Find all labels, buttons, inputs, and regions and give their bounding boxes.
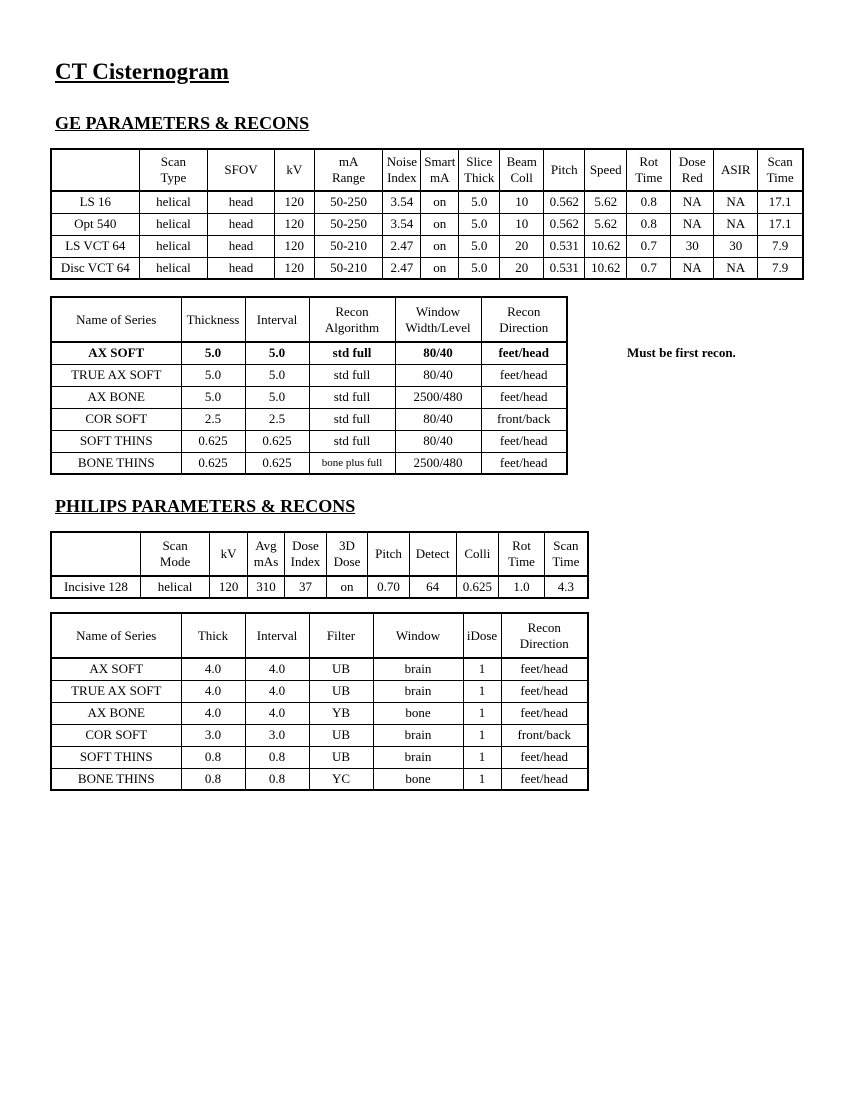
ge-recons-header-1: Thickness [181, 297, 245, 342]
ge-recons-cell: feet/head [481, 452, 567, 474]
ge-parameters-header-8: Pitch [544, 149, 585, 191]
ge-recons-cell: bone plus full [309, 452, 395, 474]
ge-parameters-header-2: kV [274, 149, 314, 191]
ge-parameters-cell: 50-250 [314, 191, 383, 213]
ge-recons-cell: 0.625 [245, 430, 309, 452]
philips-recons-cell: 0.8 [245, 746, 309, 768]
ge-parameters-cell: 120 [274, 191, 314, 213]
philips-parameters-cell: 0.625 [456, 576, 499, 598]
ge-parameters-cell: NA [714, 191, 758, 213]
ge-parameters-cell: 7.9 [758, 257, 803, 279]
philips-recons-cell: COR SOFT [51, 724, 181, 746]
ge-parameters-cell: on [421, 257, 459, 279]
ge-recons-cell: AX BONE [51, 386, 181, 408]
philips-recons-cell: 1 [463, 658, 501, 680]
ge-parameters-cell: 5.0 [459, 257, 500, 279]
philips-recons-cell: 1 [463, 680, 501, 702]
ge-parameters-header-7: Beam Coll [500, 149, 544, 191]
philips-recons-cell: feet/head [501, 658, 588, 680]
ge-parameters-row [51, 213, 803, 235]
ge-parameters-cell: helical [139, 213, 208, 235]
ge-recons-cell: 2500/480 [395, 452, 481, 474]
ge-recons-cell: std full [309, 408, 395, 430]
ge-parameters-cell: 2.47 [383, 257, 421, 279]
ge-recons-cell: AX SOFT [51, 342, 181, 364]
philips-recons-cell: feet/head [501, 702, 588, 724]
ge-parameters-header-6: Slice Thick [459, 149, 500, 191]
philips-recons-cell: brain [373, 746, 463, 768]
ge-parameters-cell: on [421, 235, 459, 257]
ge-recons-cell: feet/head [481, 430, 567, 452]
ge-recons-row [51, 386, 567, 408]
ge-recons-cell: COR SOFT [51, 408, 181, 430]
philips-parameters-row [51, 576, 588, 598]
philips-recons-header-6: Recon Direction [501, 613, 588, 658]
ge-recons-cell: 5.0 [245, 386, 309, 408]
philips-recons-header-3: Filter [309, 613, 373, 658]
ge-parameters-cell: 0.7 [627, 235, 671, 257]
ge-parameters-cell: 5.62 [585, 213, 627, 235]
ge-parameters-cell: 0.531 [544, 257, 585, 279]
ge-parameters-cell: 3.54 [383, 191, 421, 213]
ge-parameters-cell: 10.62 [585, 235, 627, 257]
ge-recons-cell: 0.625 [245, 452, 309, 474]
ge-parameters-cell: on [421, 213, 459, 235]
ge-parameters-row [51, 191, 803, 213]
philips-recons-row [51, 702, 588, 724]
philips-parameters-cell: 0.70 [368, 576, 410, 598]
philips-recons-cell: UB [309, 658, 373, 680]
philips-recons-row [51, 768, 588, 790]
ge-recons-header-4: Window Width/Level [395, 297, 481, 342]
philips-parameters-cell: 120 [210, 576, 247, 598]
ge-parameters-header-5: Smart mA [421, 149, 459, 191]
ge-parameters-cell: NA [671, 191, 714, 213]
ge-recons-cell: TRUE AX SOFT [51, 364, 181, 386]
ge-parameters-cell: head [208, 213, 275, 235]
ge-recons-cell: 5.0 [181, 364, 245, 386]
ge-recons-header-5: Recon Direction [481, 297, 567, 342]
philips-recons-cell: 4.0 [245, 702, 309, 724]
ge-recons-cell: 5.0 [181, 342, 245, 364]
ge-recons-row [51, 408, 567, 430]
philips-recons-cell: 1 [463, 724, 501, 746]
philips-recons-cell: 1 [463, 702, 501, 724]
philips-recons-header-2: Interval [245, 613, 309, 658]
philips-parameters-table [50, 531, 589, 599]
ge-parameters-cell: 20 [500, 257, 544, 279]
philips-recons-cell: 3.0 [245, 724, 309, 746]
ge-parameters-cell: 30 [714, 235, 758, 257]
ge-parameters-cell: 50-250 [314, 213, 383, 235]
ge-recons-row [51, 364, 567, 386]
philips-recons-cell: 4.0 [181, 658, 245, 680]
ge-parameters-cell: 0.562 [544, 213, 585, 235]
ge-parameters-cell: head [208, 191, 275, 213]
ge-parameters-row [51, 235, 803, 257]
ge-recons-cell: 2.5 [181, 408, 245, 430]
philips-parameters-cell: 310 [247, 576, 284, 598]
ge-recons-cell: std full [309, 386, 395, 408]
ge-parameters-cell: 0.531 [544, 235, 585, 257]
ge-parameters-header-9: Speed [585, 149, 627, 191]
ge-parameters-cell: 17.1 [758, 191, 803, 213]
philips-recons-cell: 0.8 [245, 768, 309, 790]
ge-parameters-cell: 5.0 [459, 235, 500, 257]
philips-parameters-header-3: Dose Index [285, 532, 327, 576]
ge-parameters-cell: helical [139, 257, 208, 279]
philips-parameters-header-row [51, 532, 588, 576]
philips-parameters-header-0: Scan Mode [140, 532, 210, 576]
philips-recons-cell: feet/head [501, 746, 588, 768]
philips-recons-row [51, 680, 588, 702]
ge-parameters-cell: 7.9 [758, 235, 803, 257]
philips-recons-cell: UB [309, 746, 373, 768]
ge-recons-table [50, 296, 568, 475]
philips-recons-table [50, 612, 589, 791]
ge-recons-cell: feet/head [481, 342, 567, 364]
philips-recons-cell: 4.0 [245, 680, 309, 702]
philips-recons-cell: 3.0 [181, 724, 245, 746]
ge-parameters-header-13: Scan Time [758, 149, 803, 191]
philips-recons-row [51, 724, 588, 746]
ge-parameters-cell: 5.62 [585, 191, 627, 213]
philips-recons-header-1: Thick [181, 613, 245, 658]
philips-recons-cell: brain [373, 680, 463, 702]
philips-parameters-cell: 64 [409, 576, 456, 598]
ge-parameters-row [51, 257, 803, 279]
ge-recons-cell: BONE THINS [51, 452, 181, 474]
philips-recons-cell: 1 [463, 768, 501, 790]
ge-parameters-cell: helical [139, 235, 208, 257]
ge-recons-row [51, 342, 567, 364]
ge-parameters-cell: 10 [500, 213, 544, 235]
ge-recons-cell: 0.625 [181, 430, 245, 452]
ge-parameters-table [50, 148, 804, 280]
ge-parameters-cell: 120 [274, 213, 314, 235]
ge-recons-cell: SOFT THINS [51, 430, 181, 452]
philips-parameters-header-4: 3D Dose [326, 532, 368, 576]
philips-recons-cell: UB [309, 680, 373, 702]
philips-parameters-header-9: Scan Time [544, 532, 588, 576]
philips-recons-header-5: iDose [463, 613, 501, 658]
philips-recons-cell: 1 [463, 746, 501, 768]
first-recon-note: Must be first recon. [627, 345, 736, 360]
philips-recons-cell: bone [373, 768, 463, 790]
philips-recons-cell: bone [373, 702, 463, 724]
philips-parameters-header-8: Rot Time [499, 532, 545, 576]
ge-recons-cell: 0.625 [181, 452, 245, 474]
philips-parameters-cell: 1.0 [499, 576, 545, 598]
philips-parameters-cell: 37 [285, 576, 327, 598]
philips-parameters-header-2: Avg mAs [247, 532, 284, 576]
philips-recons-cell: brain [373, 724, 463, 746]
ge-section-heading: GE PARAMETERS & RECONS [55, 113, 310, 133]
ge-recons-cell: 80/40 [395, 342, 481, 364]
philips-recons-cell: AX SOFT [51, 658, 181, 680]
philips-recons-cell: brain [373, 658, 463, 680]
ge-recons-cell: feet/head [481, 386, 567, 408]
philips-parameters-header-1: kV [210, 532, 247, 576]
ge-recons-cell: 80/40 [395, 430, 481, 452]
philips-parameters-header-blank [51, 532, 140, 576]
philips-parameters-header-6: Detect [409, 532, 456, 576]
philips-recons-cell: front/back [501, 724, 588, 746]
ge-recons-cell: 80/40 [395, 408, 481, 430]
philips-recons-cell: 4.0 [181, 702, 245, 724]
ge-parameters-header-11: Dose Red [671, 149, 714, 191]
philips-parameters-cell: 4.3 [544, 576, 588, 598]
ge-parameters-cell: 120 [274, 257, 314, 279]
ge-parameters-cell: NA [671, 257, 714, 279]
ge-recons-cell: 5.0 [181, 386, 245, 408]
philips-parameters-cell: on [326, 576, 368, 598]
philips-recons-cell: TRUE AX SOFT [51, 680, 181, 702]
ge-recons-cell: 5.0 [245, 342, 309, 364]
ge-parameters-cell: 0.8 [627, 191, 671, 213]
ge-parameters-cell: 5.0 [459, 213, 500, 235]
ge-parameters-cell: 30 [671, 235, 714, 257]
ge-parameters-cell: NA [671, 213, 714, 235]
ge-parameters-cell: helical [139, 191, 208, 213]
ge-parameters-cell: NA [714, 213, 758, 235]
ge-recons-cell: 5.0 [245, 364, 309, 386]
ge-parameters-cell: 20 [500, 235, 544, 257]
philips-recons-cell: 0.8 [181, 768, 245, 790]
ge-recons-cell: std full [309, 430, 395, 452]
philips-recons-header-row [51, 613, 588, 658]
philips-recons-cell: feet/head [501, 768, 588, 790]
ge-parameters-cell: head [208, 235, 275, 257]
ge-recons-header-2: Interval [245, 297, 309, 342]
ge-recons-cell: 2500/480 [395, 386, 481, 408]
ge-parameters-header-0: Scan Type [139, 149, 208, 191]
ge-parameters-cell: 120 [274, 235, 314, 257]
philips-recons-cell: feet/head [501, 680, 588, 702]
philips-recons-row [51, 658, 588, 680]
philips-recons-cell: 4.0 [245, 658, 309, 680]
ge-parameters-cell: 2.47 [383, 235, 421, 257]
ge-recons-cell: 2.5 [245, 408, 309, 430]
philips-recons-header-0: Name of Series [51, 613, 181, 658]
philips-recons-cell: AX BONE [51, 702, 181, 724]
philips-recons-cell: 0.8 [181, 746, 245, 768]
page-title: CT Cisternogram [55, 59, 229, 84]
philips-parameters-header-5: Pitch [368, 532, 410, 576]
ge-recons-row [51, 430, 567, 452]
ge-parameters-header-row [51, 149, 803, 191]
ge-parameters-cell: 17.1 [758, 213, 803, 235]
ge-parameters-cell: 0.7 [627, 257, 671, 279]
ge-parameters-cell: Disc VCT 64 [51, 257, 139, 279]
ge-parameters-header-4: Noise Index [383, 149, 421, 191]
philips-recons-cell: SOFT THINS [51, 746, 181, 768]
ge-parameters-header-3: mA Range [314, 149, 383, 191]
philips-recons-header-4: Window [373, 613, 463, 658]
ge-parameters-header-blank [51, 149, 139, 191]
ge-parameters-cell: 3.54 [383, 213, 421, 235]
ge-parameters-cell: 10.62 [585, 257, 627, 279]
philips-recons-row [51, 746, 588, 768]
ge-parameters-header-1: SFOV [208, 149, 275, 191]
ge-parameters-cell: on [421, 191, 459, 213]
ge-parameters-cell: 0.8 [627, 213, 671, 235]
ge-parameters-cell: 0.562 [544, 191, 585, 213]
ge-parameters-header-12: ASIR [714, 149, 758, 191]
philips-parameters-cell: Incisive 128 [51, 576, 140, 598]
ge-parameters-cell: LS 16 [51, 191, 139, 213]
ge-parameters-cell: 50-210 [314, 257, 383, 279]
ge-recons-header-3: Recon Algorithm [309, 297, 395, 342]
ge-parameters-cell: LS VCT 64 [51, 235, 139, 257]
philips-recons-cell: UB [309, 724, 373, 746]
ge-recons-cell: feet/head [481, 364, 567, 386]
ge-parameters-cell: NA [714, 257, 758, 279]
ge-parameters-cell: 10 [500, 191, 544, 213]
ge-recons-cell: front/back [481, 408, 567, 430]
philips-recons-cell: 4.0 [181, 680, 245, 702]
ge-parameters-cell: 5.0 [459, 191, 500, 213]
ge-recons-header-0: Name of Series [51, 297, 181, 342]
philips-parameters-cell: helical [140, 576, 210, 598]
ge-parameters-header-10: Rot Time [627, 149, 671, 191]
ge-parameters-cell: Opt 540 [51, 213, 139, 235]
ge-recons-cell: std full [309, 342, 395, 364]
philips-section-heading: PHILIPS PARAMETERS & RECONS [55, 496, 356, 516]
philips-recons-cell: YB [309, 702, 373, 724]
ge-parameters-cell: head [208, 257, 275, 279]
philips-recons-cell: YC [309, 768, 373, 790]
ge-recons-cell: std full [309, 364, 395, 386]
ge-parameters-cell: 50-210 [314, 235, 383, 257]
ge-recons-header-row [51, 297, 567, 342]
ge-recons-cell: 80/40 [395, 364, 481, 386]
philips-parameters-header-7: Colli [456, 532, 499, 576]
ge-recons-row [51, 452, 567, 474]
philips-recons-cell: BONE THINS [51, 768, 181, 790]
